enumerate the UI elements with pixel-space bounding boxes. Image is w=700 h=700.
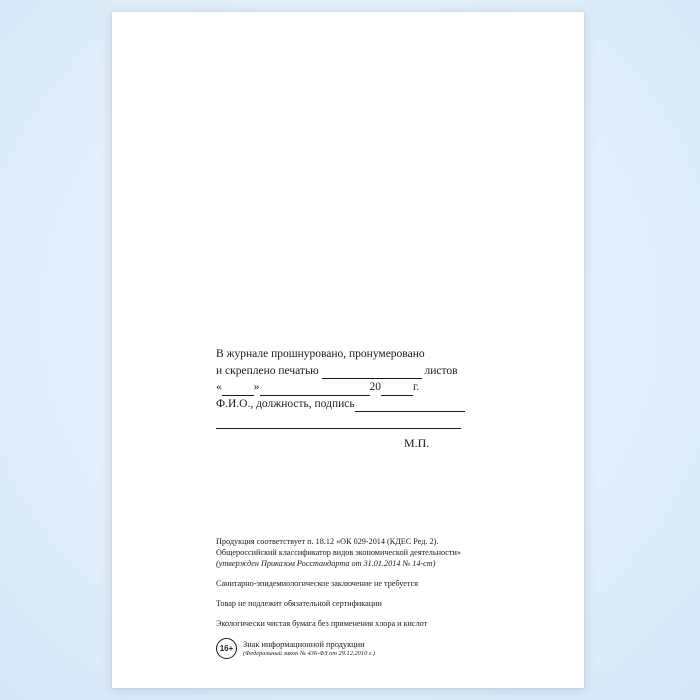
legal-notice-block	[216, 536, 546, 659]
signature-line-2-prefix: и скреплено печатью	[216, 364, 319, 377]
signature-line-3-date	[216, 379, 516, 396]
age-rating-badge-icon: 16+	[216, 638, 237, 659]
age-rating-row	[216, 638, 546, 659]
name-position-signature-label: Ф.И.О., должность, подпись	[216, 397, 355, 410]
signature-line-2	[216, 363, 516, 380]
date-day-blank	[222, 384, 254, 396]
signature-long-blank	[216, 417, 461, 429]
legal-certification-note: Товар не подлежит обязательной сертификации	[216, 599, 382, 608]
date-quote-close: »	[253, 381, 260, 393]
legal-classifier-line-2: Общероссийский классификатор видов экономической деятельности»	[216, 548, 461, 557]
legal-classifier-line-3: (утвержден Приказом Росстандарта от 31.01.2014 № 14-ст)	[216, 559, 436, 568]
signature-line-4-name	[216, 396, 516, 413]
legal-classifier-line-1: Продукция соответствует п. 18.12 «ОК 029-2014 (КДЕС Ред. 2).	[216, 537, 439, 546]
signature-block	[216, 346, 516, 429]
age-rating-texts	[243, 640, 375, 658]
name-position-signature-blank	[355, 400, 465, 412]
legal-eco-paper-note: Экологически чистая бумага без применения хлора и кислот	[216, 619, 428, 628]
age-rating-subtitle: (Федеральный закон № 436-ФЗ от 29.12.2010 г.)	[243, 649, 376, 657]
date-year-prefix: 20	[369, 381, 381, 393]
legal-paragraph-classifier	[216, 536, 546, 569]
date-month-blank	[260, 384, 370, 396]
document-page-content	[112, 12, 584, 688]
date-year-suffix: г.	[413, 381, 420, 393]
signature-line-5	[216, 412, 516, 429]
stamp-place-label: М.П.	[404, 436, 430, 450]
sheets-count-blank	[322, 367, 422, 379]
legal-sanitary-note: Санитарно-эпидемиологическое заключение не требуется	[216, 579, 418, 588]
signature-line-1: В журнале прошнуровано, пронумеровано	[216, 348, 425, 360]
document-page	[112, 12, 584, 688]
date-quote-open: «	[216, 381, 222, 393]
age-rating-title: Знак информационной продукции	[243, 639, 365, 649]
date-year-blank	[381, 384, 413, 396]
signature-line-2-suffix: листов	[424, 364, 458, 377]
